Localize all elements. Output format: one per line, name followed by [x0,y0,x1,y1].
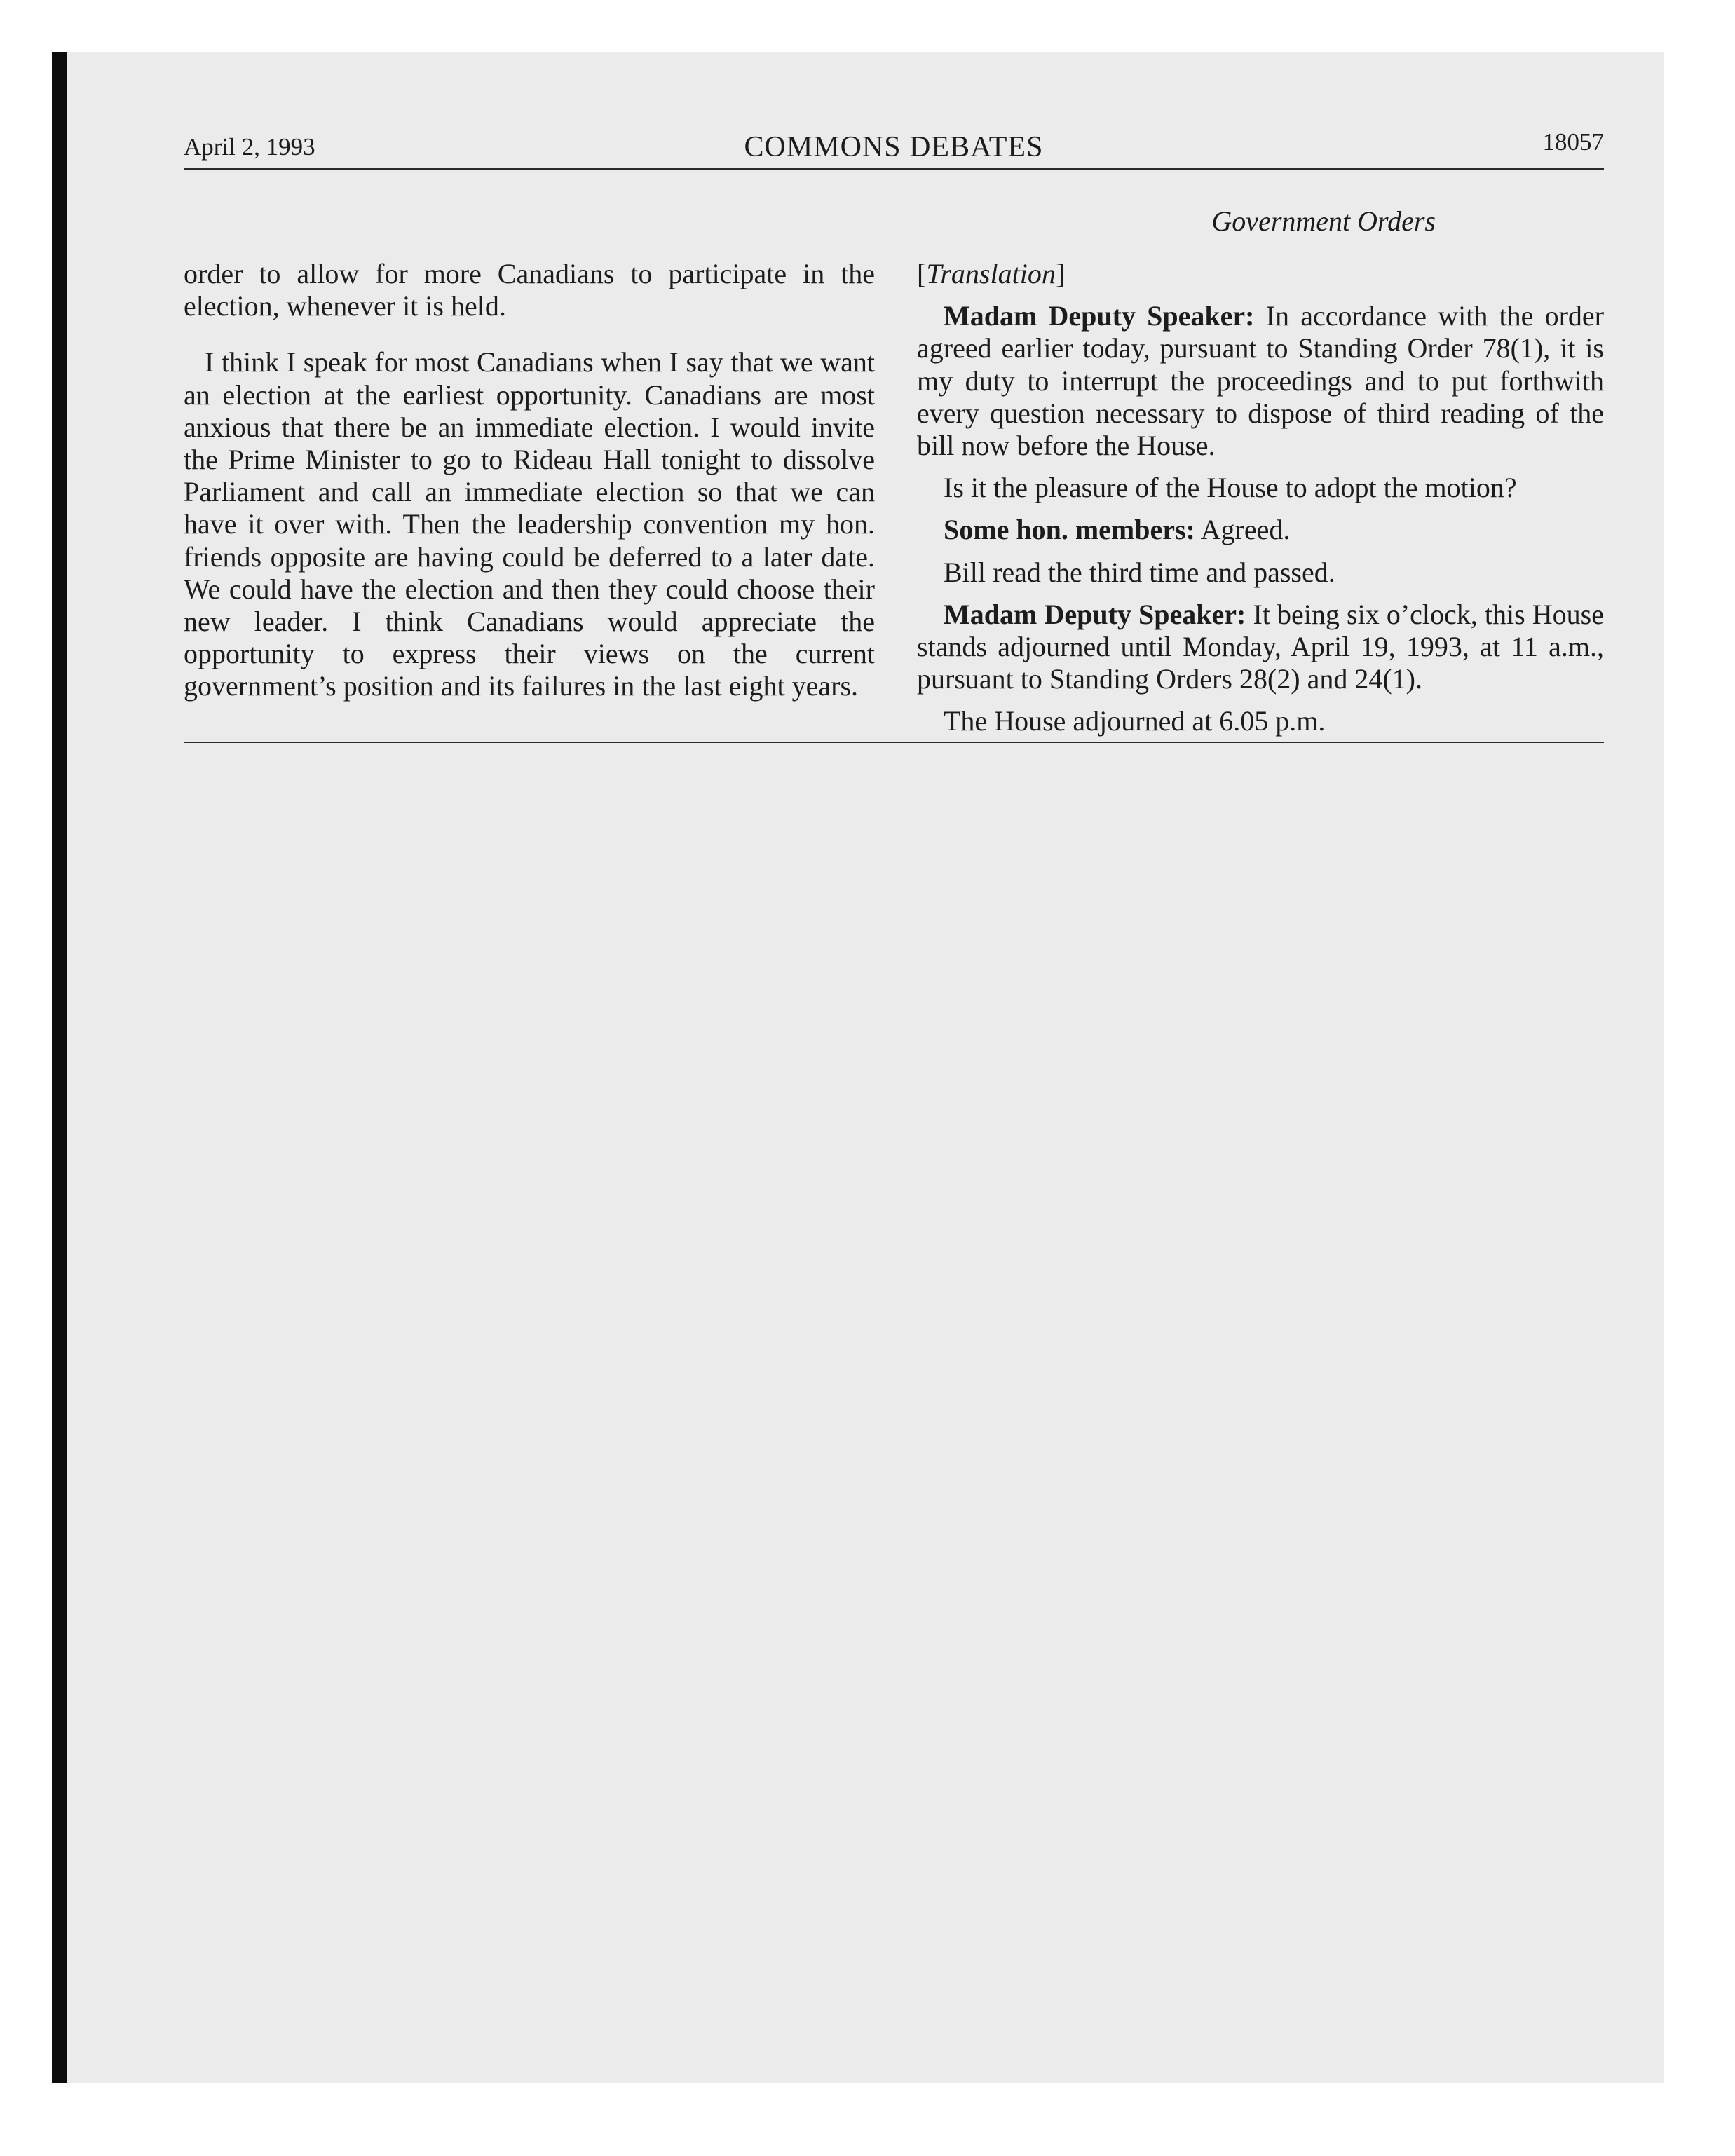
binding-edge [52,52,67,2083]
header-date: April 2, 1993 [184,133,315,161]
translation-bracket-close: ] [1055,258,1066,289]
running-head [184,125,1604,167]
speaker-name: Some hon. members: [944,514,1195,546]
header-rule [184,168,1604,170]
bill-passed-note: Bill read the third time and passed. [944,556,1335,588]
left-paragraph-2: I think I speak for most Canadians when I say that we want an election at the earliest opportunity. Canadians are most anxious that there be an immediate election. I would invite the Prime Minister to go to Rideau Hall tonight to dissolve Parliament and call an immediate election so that we can have it over with. Then the leadership convention my hon. friends opposite are having could be deferred to a later date. We could have the election and then they could choose their new leader. I think Canadians would appreciate the opportunity to express their views on the current government’s position and its failures in the last eight years. [184,346,875,702]
translation-bracket-open: [ [917,258,927,289]
translation-label: Translation [926,258,1056,289]
speech-members [917,514,1604,546]
section-label: Government Orders [1211,205,1436,237]
speech-deputy-speaker-1 [917,300,1604,462]
closing-rule [184,742,1604,743]
right-column [917,258,1604,738]
motion-question: Is it the pleasure of the House to adopt the motion? [944,472,1517,504]
speech-text: In accordance with the order agreed earlier today, pursuant to Standing Order 78(1), it is my duty to interrupt the proceedings and to put forthwith every question necessary to dispose of third reading of the bill now before the House. [917,300,1604,462]
speaker-name: Madam Deputy Speaker: [944,598,1246,630]
left-paragraph-1: order to allow for more Canadians to participate in the election, whenever it is held. [184,258,875,322]
speech-text: It being six o’clock, this House stands adjourned until Monday, April 19, 1993, at 11 a.m., pursuant to Standing Orders 28(2) and 24(1). [917,598,1605,695]
translation-marker [917,258,1604,290]
adjournment-note: The House adjourned at 6.05 p.m. [944,705,1326,737]
header-title: COMMONS DEBATES [744,131,1044,163]
speaker-name: Madam Deputy Speaker: [944,300,1255,332]
page-number: 18057 [1542,128,1604,156]
speech-deputy-speaker-2 [917,599,1604,696]
speech-text: Agreed. [1195,514,1291,546]
left-column [184,258,875,703]
